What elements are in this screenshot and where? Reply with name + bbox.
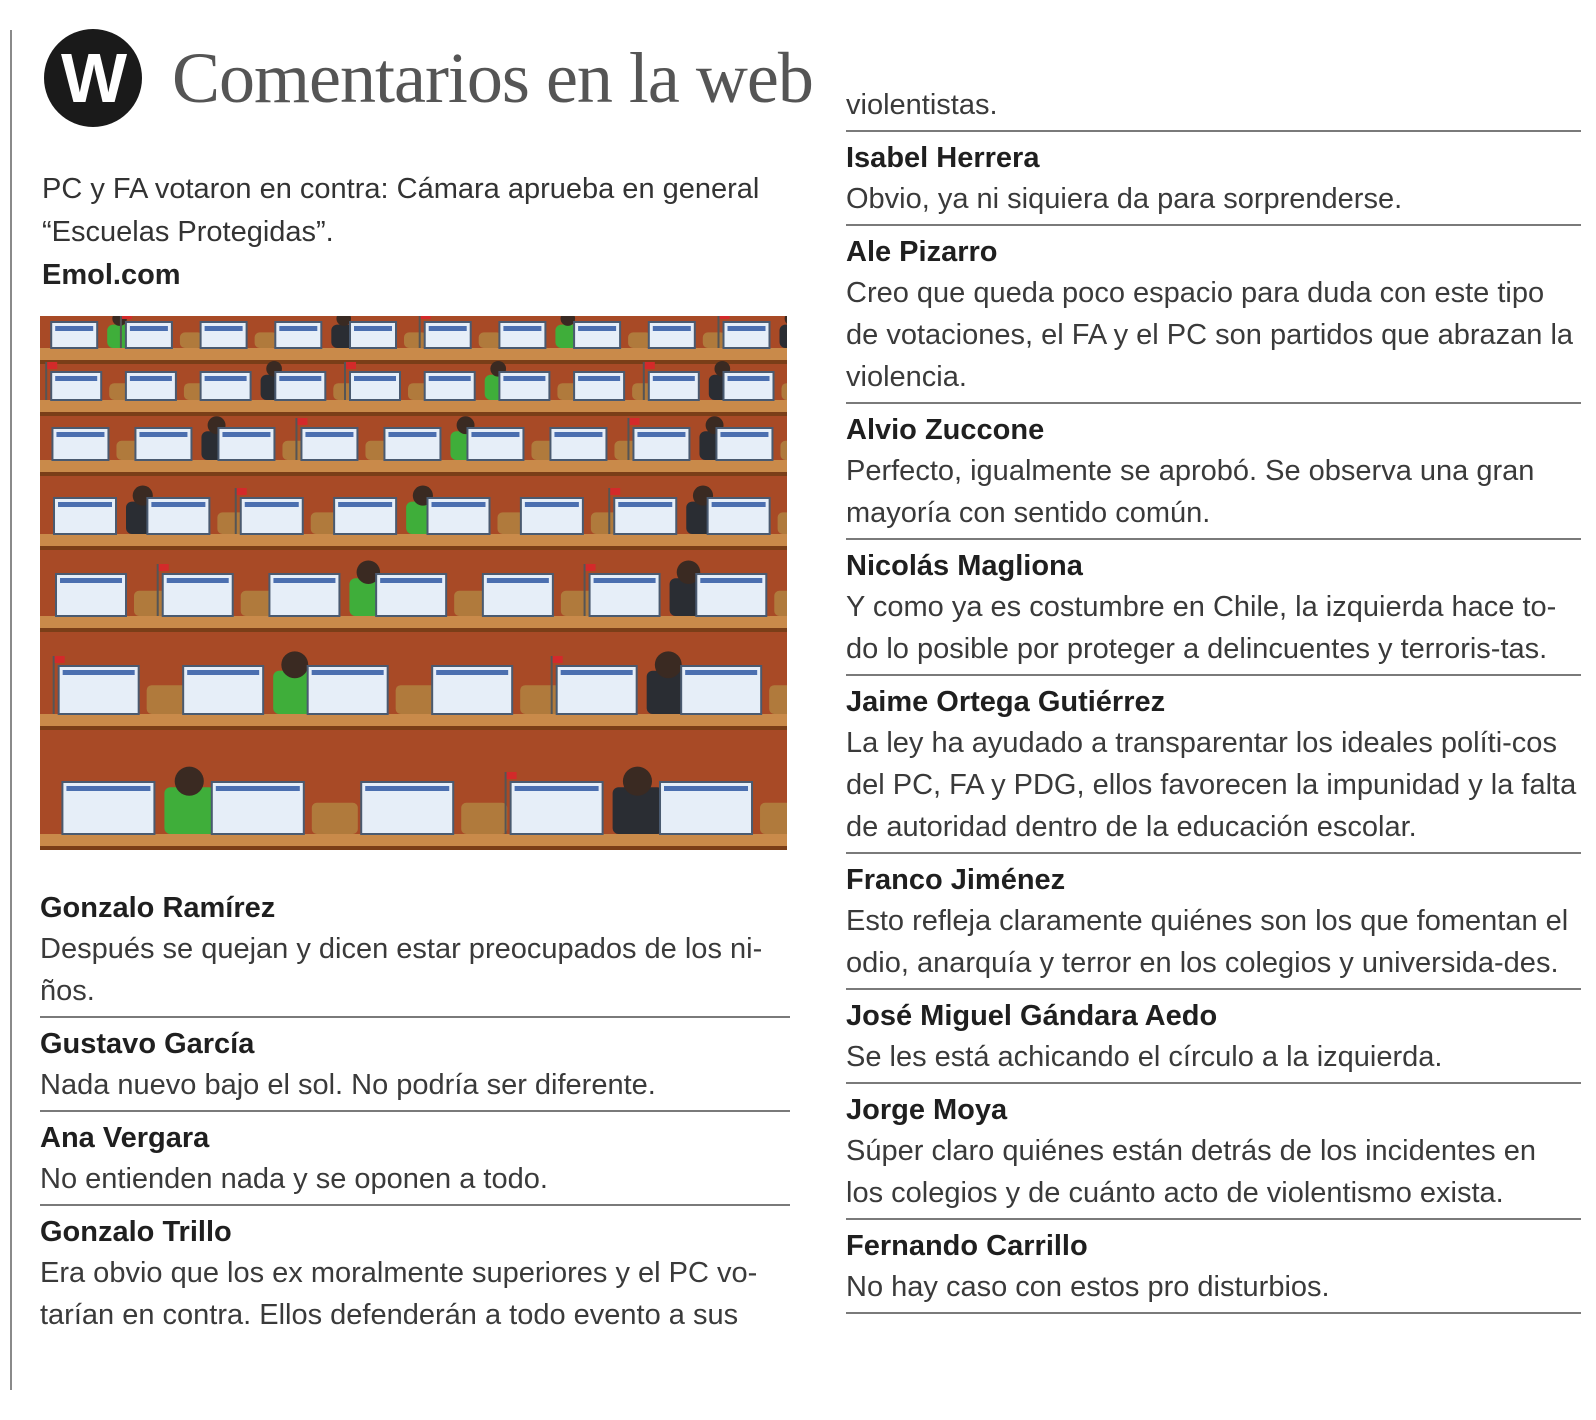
comment-text: Esto refleja claramente quiénes son los que fomentan el odio, anarquía y terror en los colegios y universida-des. (846, 905, 1569, 979)
comment-author: Jorge Moya (846, 1094, 1008, 1126)
comment-text: No hay caso con estos pro disturbios. (846, 1271, 1330, 1303)
comment-continuation: violentistas. (846, 84, 1581, 132)
comment-text: Era obvio que los ex moralmente superiores y el PC vo-tarían en contra. Ellos defenderán a todo evento a sus (40, 1257, 758, 1331)
section-title: Comentarios en la web (172, 37, 813, 118)
comment (40, 1112, 790, 1206)
comment (846, 226, 1581, 404)
comment (846, 1220, 1581, 1314)
parliament-chamber-photo (40, 316, 787, 850)
comment-author: Franco Jiménez (846, 864, 1066, 896)
section-header (44, 28, 813, 128)
comment-author: Gustavo García (40, 1028, 255, 1060)
comment-text: Se les está achicando el círculo a la izquierda. (846, 1041, 1443, 1073)
comment-author: Ale Pizarro (846, 236, 998, 268)
comment (40, 1018, 790, 1112)
comment-text: La ley ha ayudado a transparentar los ideales políti-cos del PC, FA y PDG, ellos favorecen la impunidad y la falta de autoridad dentro de la educación escolar. (846, 727, 1577, 843)
comment (40, 1206, 790, 1340)
comment-author: Alvio Zuccone (846, 414, 1045, 446)
comment (846, 132, 1581, 226)
comment-author: Isabel Herrera (846, 142, 1040, 174)
logo-letter: W (60, 39, 126, 117)
comment (846, 990, 1581, 1084)
comment-text: Y como ya es costumbre en Chile, la izquierda hace to-do lo posible por proteger a delincuentes y terroris-tas. (846, 591, 1557, 665)
comment-author: Fernando Carrillo (846, 1230, 1088, 1262)
web-logo-icon (44, 29, 142, 127)
comment-author: Ana Vergara (40, 1122, 210, 1154)
comment-text: Después se quejan y dicen estar preocupados de los ni-ños. (40, 933, 763, 1007)
article-headline: PC y FA votaron en contra: Cámara aprueba en general “Escuelas Protegidas”. (42, 173, 760, 248)
comment (846, 676, 1581, 854)
comment-text: Súper claro quiénes están detrás de los incidentes en los colegios y de cuánto acto de violentismo exista. (846, 1135, 1536, 1209)
comment-author: Gonzalo Ramírez (40, 892, 276, 924)
comment-text: Obvio, ya ni siquiera da para sorprenderse. (846, 183, 1403, 215)
comment-text: Creo que queda poco espacio para duda con este tipo de votaciones, el FA y el PC son partidos que abrazan la violencia. (846, 277, 1574, 393)
comment (846, 1084, 1581, 1220)
right-comment-column (846, 84, 1581, 1314)
comment (846, 404, 1581, 540)
column-rule (10, 30, 12, 1390)
comment (40, 882, 790, 1018)
article-headline-block (42, 168, 762, 297)
comment-author: Nicolás Magliona (846, 550, 1083, 582)
comment-text: Nada nuevo bajo el sol. No podría ser diferente. (40, 1069, 656, 1101)
left-comment-column (40, 882, 790, 1340)
comment-author: Jaime Ortega Gutiérrez (846, 686, 1166, 718)
article-source: Emol.com (42, 259, 181, 291)
comment (846, 540, 1581, 676)
comment-author: Gonzalo Trillo (40, 1216, 232, 1248)
comment (846, 854, 1581, 990)
comment-author: José Miguel Gándara Aedo (846, 1000, 1218, 1032)
comment-text: No entienden nada y se oponen a todo. (40, 1163, 548, 1195)
comment-text: Perfecto, igualmente se aprobó. Se observa una gran mayoría con sentido común. (846, 455, 1535, 529)
